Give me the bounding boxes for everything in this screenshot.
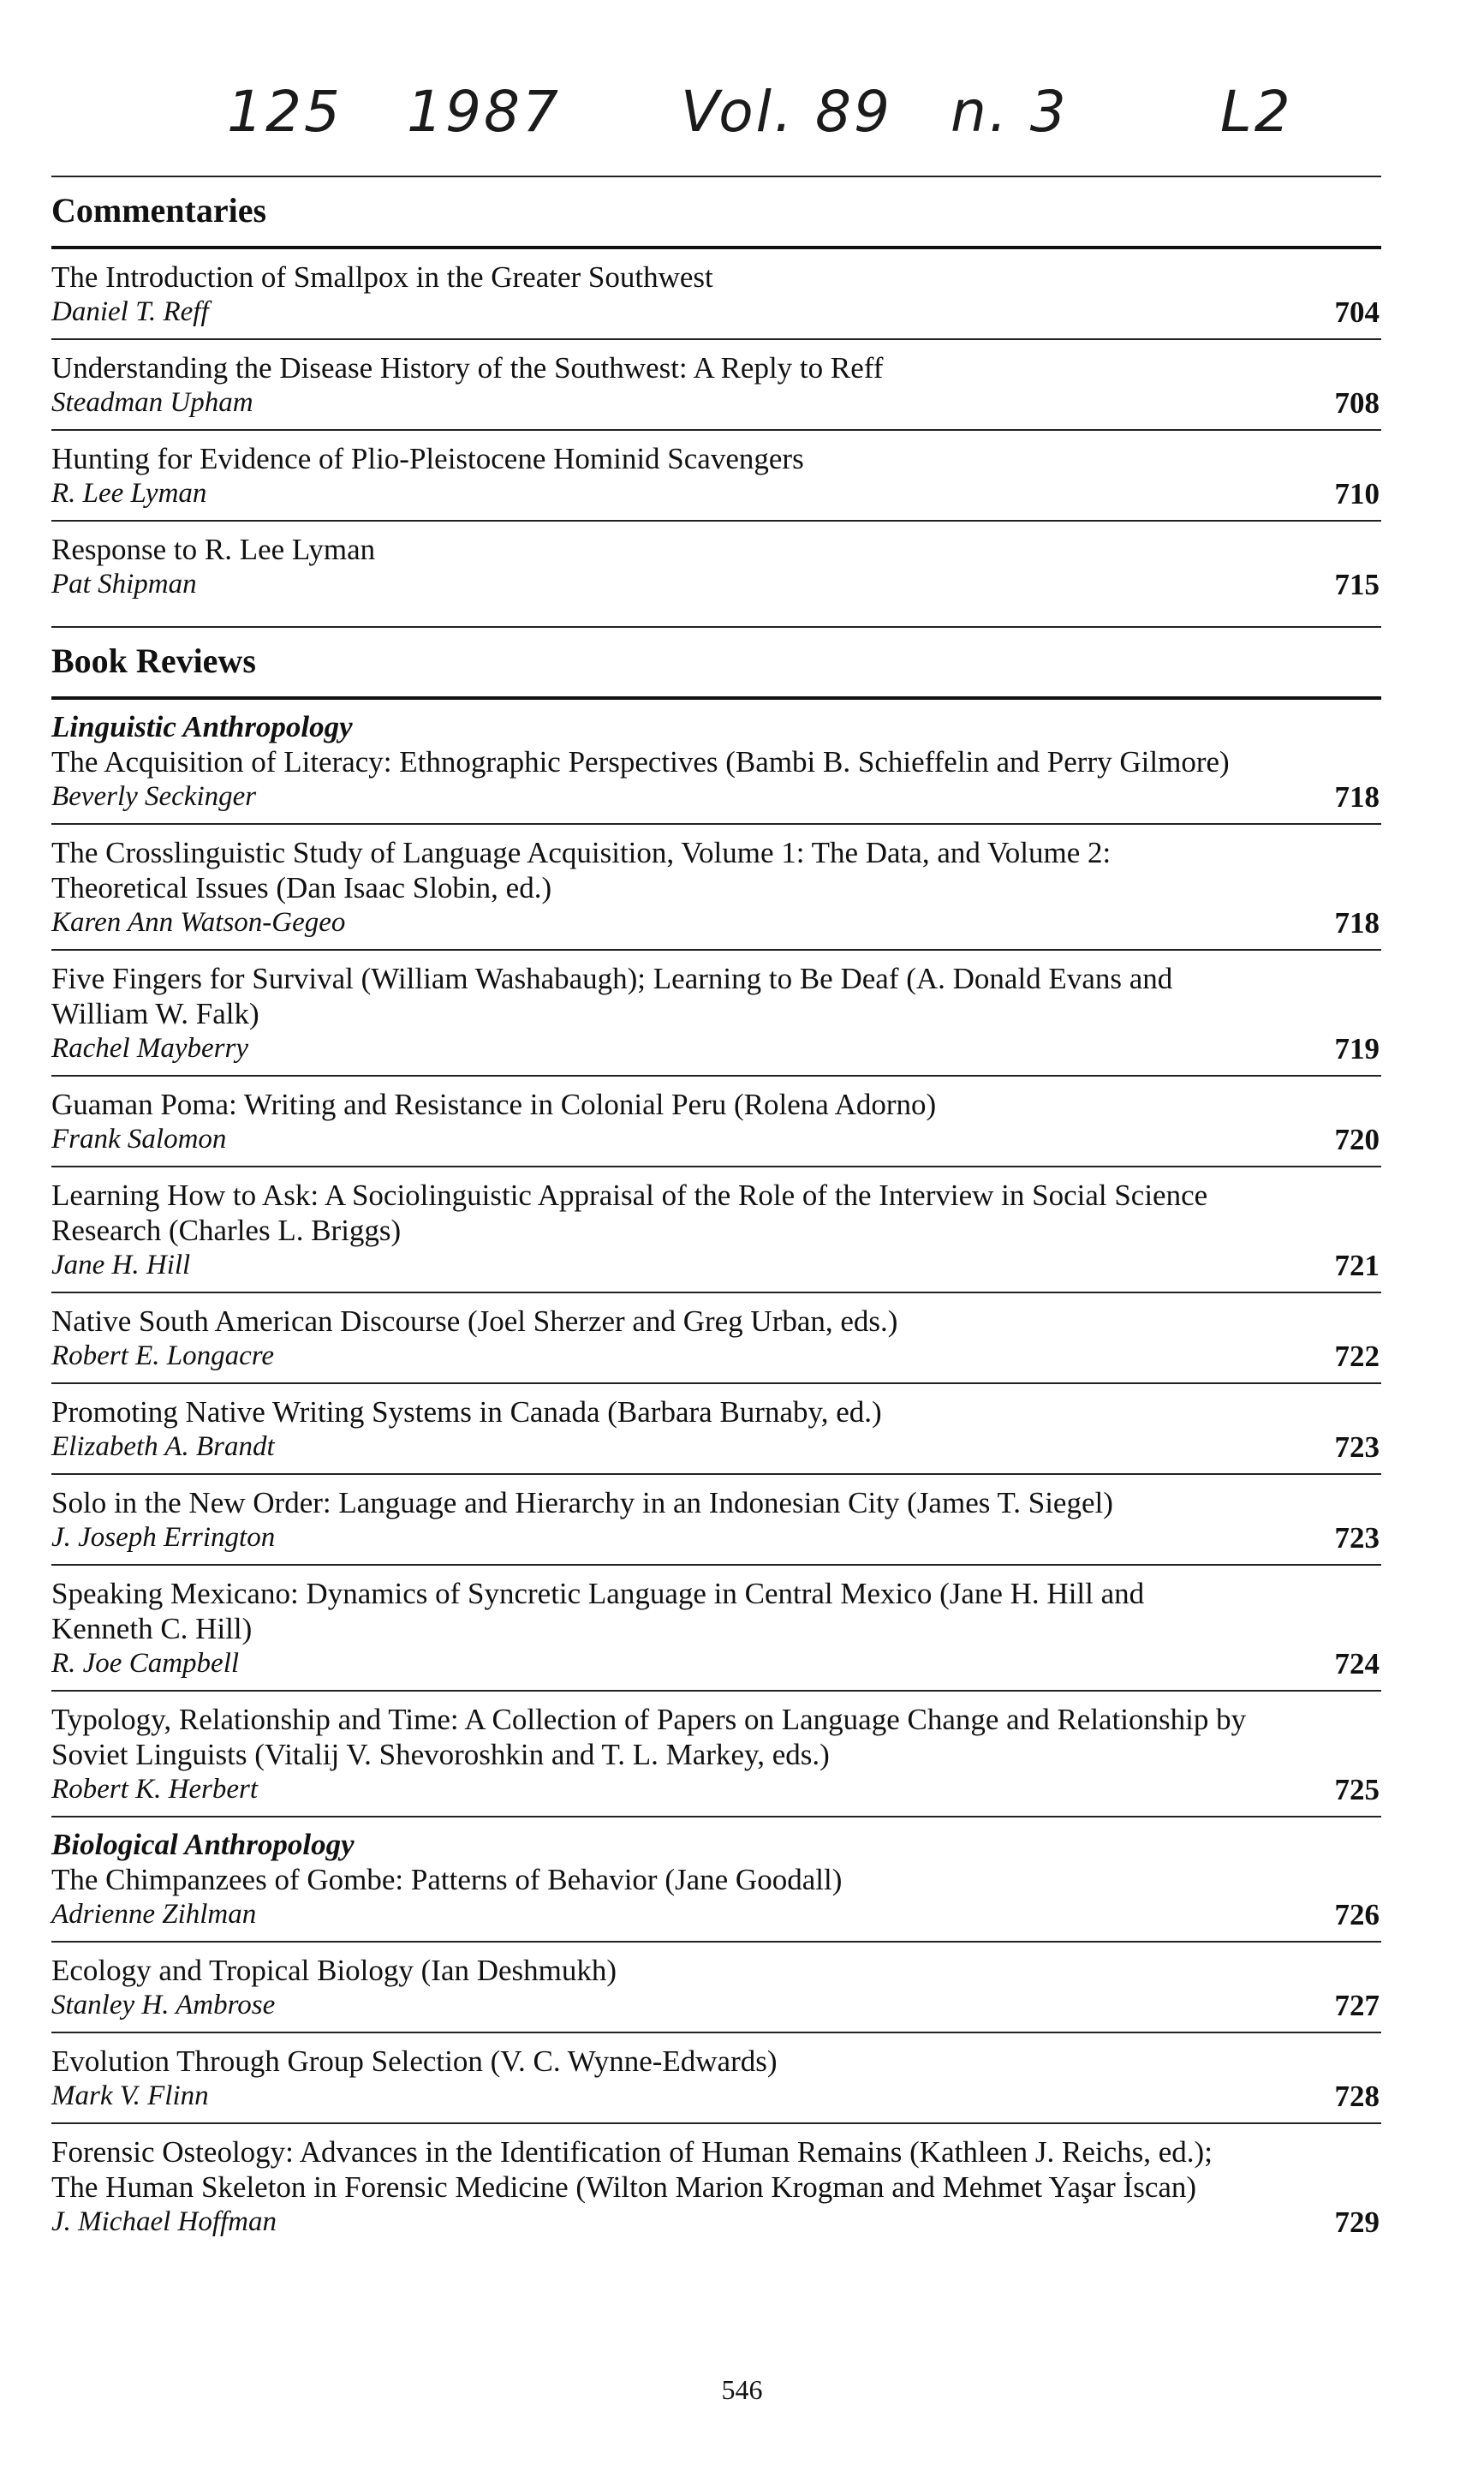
toc-entry	[51, 951, 1381, 1075]
section-heading: Book Reviews	[51, 642, 256, 680]
entry-page-number: 720	[1334, 1123, 1380, 1156]
entry-title: The Crosslinguistic Study of Language Acquisition, Volume 1: The Data, and Volume 2: Theoretical Issues (Dan Isaac Slobin, ed.)	[51, 836, 1112, 904]
entry-author: Adrienne Zihlman	[51, 1899, 257, 1930]
handwritten-note-part: L2	[1220, 79, 1293, 145]
entry-title: Hunting for Evidence of Plio-Pleistocene Hominid Scavengers	[51, 442, 804, 475]
handwritten-note-part: Vol. 89	[681, 79, 892, 145]
toc-entry	[51, 431, 1381, 520]
entry-title: Native South American Discourse (Joel Sherzer and Greg Urban, eds.)	[51, 1304, 898, 1338]
entry-author: Stanley H. Ambrose	[51, 1990, 276, 2020]
toc-entry	[51, 825, 1381, 949]
subsection-heading: Linguistic Anthropology	[51, 710, 353, 743]
entry-title: Solo in the New Order: Language and Hierarchy in an Indonesian City (James T. Siegel)	[51, 1486, 1113, 1519]
entry-author: Robert K. Herbert	[51, 1774, 259, 1805]
entry-page-number: 718	[1334, 780, 1380, 814]
toc-entry	[51, 1692, 1381, 1816]
entry-author: Robert E. Longacre	[51, 1340, 274, 1371]
toc-entry	[51, 2124, 1381, 2248]
toc-entry	[51, 522, 1381, 611]
section-spacer	[51, 611, 1381, 626]
toc-entry	[51, 1293, 1381, 1382]
entry-title: Guaman Poma: Writing and Resistance in Colonial Peru (Rolena Adorno)	[51, 1088, 937, 1121]
entry-page-number: 719	[1334, 1032, 1380, 1065]
entry-author: J. Joseph Errington	[51, 1522, 276, 1553]
toc-entry	[51, 1566, 1381, 1690]
entry-author: Frank Salomon	[51, 1124, 227, 1155]
entry-author: R. Joe Campbell	[51, 1648, 240, 1679]
entry-title: Response to R. Lee Lyman	[51, 533, 376, 566]
entry-page-number: 726	[1334, 1898, 1380, 1931]
handwritten-note-part: 1987	[407, 79, 561, 145]
entry-title: Speaking Mexicano: Dynamics of Syncretic Language in Central Mexico (Jane H. Hill and Kenneth C. Hill)	[51, 1577, 1145, 1645]
entry-title: Forensic Osteology: Advances in the Identification of Human Remains (Kathleen J. Reichs, ed.); The Human Skeleton in Forensic Medicine (Wilton Marion Krogman and Mehmet Yaşar İscan)	[51, 2135, 1213, 2204]
entry-title: Typology, Relationship and Time: A Collection of Papers on Language Change and Relationship by Soviet Linguists (Vitalij V. Shevoroshkin and T. L. Markey, eds.)	[51, 1703, 1247, 1771]
entry-page-number: 725	[1334, 1773, 1380, 1806]
entry-author: J. Michael Hoffman	[51, 2206, 277, 2237]
entry-author: Beverly Seckinger	[51, 781, 257, 812]
entry-author: Daniel T. Reff	[51, 296, 209, 327]
entry-page-number: 729	[1334, 2205, 1380, 2239]
entry-title: The Chimpanzees of Gombe: Patterns of Behavior (Jane Goodall)	[51, 1863, 843, 1896]
entry-page-number: 723	[1334, 1521, 1380, 1555]
handwritten-note-part: n. 3	[951, 79, 1069, 145]
entry-page-number: 721	[1334, 1249, 1380, 1282]
page-number: 546	[721, 2374, 763, 2405]
subsection-heading: Biological Anthropology	[51, 1828, 355, 1861]
toc-entry	[51, 249, 1381, 338]
entry-page-number: 723	[1334, 1430, 1380, 1464]
entry-title: The Introduction of Smallpox in the Greater Southwest	[51, 260, 713, 294]
entry-page-number: 708	[1334, 386, 1380, 420]
entry-author: Elizabeth A. Brandt	[51, 1431, 275, 1462]
entry-title: The Acquisition of Literacy: Ethnographic Perspectives (Bambi B. Schieffelin and Perry Gilmore)	[51, 745, 1230, 779]
entry-page-number: 724	[1334, 1647, 1380, 1680]
table-of-contents	[51, 176, 1381, 2248]
entry-title: Evolution Through Group Selection (V. C. Wynne-Edwards)	[51, 2044, 778, 2078]
toc-entry	[51, 700, 1381, 823]
toc-entry	[51, 1167, 1381, 1292]
entry-page-number: 704	[1334, 295, 1380, 329]
entry-page-number: 722	[1334, 1340, 1380, 1373]
entry-title: Learning How to Ask: A Sociolinguistic Appraisal of the Role of the Interview in Social Science Research (Charles L. Briggs)	[51, 1179, 1208, 1247]
entry-title: Ecology and Tropical Biology (Ian Deshmukh)	[51, 1954, 617, 1987]
entry-author: Mark V. Flinn	[51, 2080, 209, 2111]
toc-entry	[51, 1475, 1381, 1564]
toc-entry	[51, 1077, 1381, 1166]
toc-entry	[51, 1943, 1381, 2032]
handwritten-note-part: 125	[227, 79, 343, 145]
entry-author: Steadman Upham	[51, 387, 253, 418]
entry-page-number: 728	[1334, 2080, 1380, 2113]
entry-author: Karen Ann Watson-Gegeo	[51, 907, 346, 938]
handwritten-note	[227, 79, 1340, 156]
entry-author: Pat Shipman	[51, 569, 197, 600]
entry-author: Jane H. Hill	[51, 1250, 191, 1280]
entry-page-number: 727	[1334, 1989, 1380, 2022]
entry-page-number: 710	[1334, 477, 1380, 510]
entry-page-number: 718	[1334, 906, 1380, 940]
entry-title: Understanding the Disease History of the Southwest: A Reply to Reff	[51, 351, 884, 385]
toc-entry	[51, 2033, 1381, 2122]
entry-title: Five Fingers for Survival (William Washabaugh); Learning to Be Deaf (A. Donald Evans and William W. Falk)	[51, 962, 1173, 1030]
entry-title: Promoting Native Writing Systems in Canada (Barbara Burnaby, ed.)	[51, 1395, 882, 1429]
toc-entry	[51, 1384, 1381, 1473]
section-heading: Commentaries	[51, 191, 267, 230]
entry-page-number: 715	[1334, 568, 1380, 601]
entry-author: R. Lee Lyman	[51, 478, 207, 509]
toc-entry	[51, 1817, 1381, 1941]
toc-entry	[51, 340, 1381, 429]
entry-author: Rachel Mayberry	[51, 1033, 248, 1064]
